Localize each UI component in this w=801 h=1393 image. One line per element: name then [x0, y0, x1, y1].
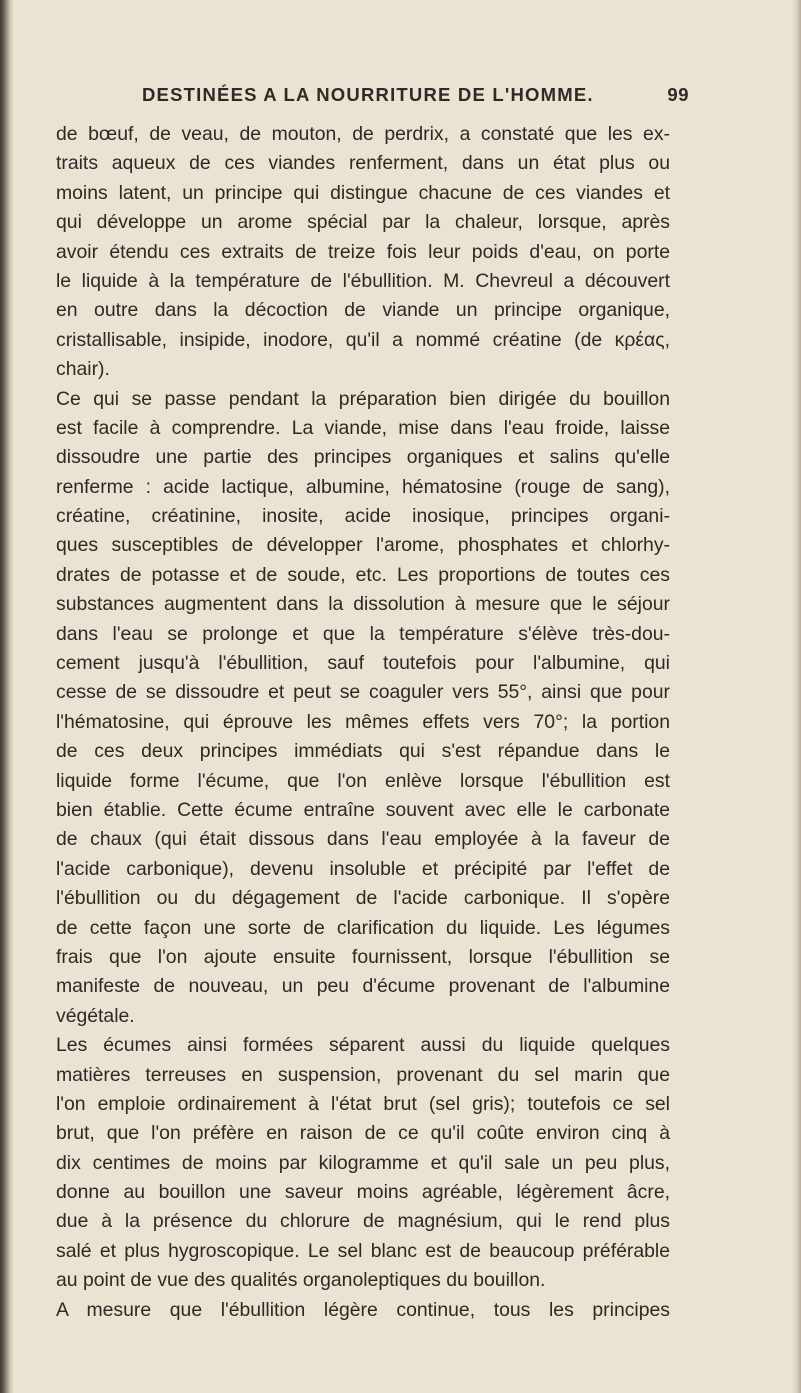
text-line: frais que l'on ajoute ensuite fournissent, lorsque l'ébullition se: [56, 945, 670, 968]
text-line: créatine, créatinine, inosite, acide inosique, principes organi-: [56, 505, 670, 528]
text-line: ques susceptibles de développer l'arome, phosphates et chlorhy-: [56, 534, 670, 557]
text-line: de chaux (qui était dissous dans l'eau employée à la faveur de: [56, 828, 670, 851]
text-line: l'ébullition ou du dégagement de l'acide carbonique. Il s'opère: [56, 887, 670, 910]
text-line: liquide forme l'écume, que l'on enlève lorsque l'ébullition est: [56, 769, 670, 792]
text-line: le liquide à la température de l'ébullition. M. Chevreul a découvert: [56, 269, 670, 292]
text-line: l'on emploie ordinairement à l'état brut (sel gris); toutefois ce sel: [56, 1092, 670, 1115]
text-line: substances augmentent dans la dissolution à mesure que le séjour: [56, 593, 670, 616]
text-line: végétale.: [56, 1004, 135, 1027]
text-line: l'hématosine, qui éprouve les mêmes effets vers 70°; la portion: [56, 710, 670, 733]
text-line: traits aqueux de ces viandes renferment, dans un état plus ou: [56, 152, 670, 175]
text-line: cesse de se dissoudre et peut se coaguler vers 55°, ainsi que pour: [56, 681, 670, 704]
text-line: est facile à comprendre. La viande, mise dans l'eau froide, laisse: [56, 416, 670, 439]
running-title: DESTINÉES A LA NOURRITURE DE L'HOMME.: [142, 84, 594, 105]
text-line: de cette façon une sorte de clarification du liquide. Les légumes: [56, 916, 670, 939]
text-line: de ces deux principes immédiats qui s'est répandue dans le: [56, 740, 670, 763]
page-gutter-shadow: [0, 0, 14, 1393]
page-edge-shadow: [791, 0, 801, 1393]
text-line: salé et plus hygroscopique. Le sel blanc est de beaucoup préférable: [56, 1239, 670, 1262]
text-line: dissoudre une partie des principes organiques et salins qu'elle: [56, 446, 670, 469]
paragraph-start-line: Ce qui se passe pendant la préparation bien dirigée du bouillon: [56, 387, 670, 410]
text-line: donne au bouillon une saveur moins agréable, légèrement âcre,: [56, 1181, 670, 1204]
text-line: cristallisable, insipide, inodore, qu'il a nommé créatine (de κρέας,: [56, 328, 670, 351]
page-header: [52, 84, 689, 112]
text-line: matières terreuses en suspension, provenant du sel marin que: [56, 1063, 670, 1086]
paragraph-start-line: A mesure que l'ébullition légère continue, tous les principes: [56, 1298, 670, 1321]
paragraph-start-line: Les écumes ainsi formées séparent aussi du liquide quelques: [56, 1034, 670, 1057]
text-line: au point de vue des qualités organoleptiques du bouillon.: [56, 1269, 546, 1292]
text-line: qui développe un arome spécial par la chaleur, lorsque, après: [56, 211, 670, 234]
text-line: manifeste de nouveau, un peu d'écume provenant de l'albumine: [56, 975, 670, 998]
text-line: due à la présence du chlorure de magnésium, qui le rend plus: [56, 1210, 670, 1233]
text-line: moins latent, un principe qui distingue chacune de ces viandes et: [56, 181, 670, 204]
text-line: brut, que l'on préfère en raison de ce qu'il coûte environ cinq à: [56, 1122, 670, 1145]
text-line: en outre dans la décoction de viande un principe organique,: [56, 299, 670, 322]
text-line: cement jusqu'à l'ébullition, sauf toutefois pour l'albumine, qui: [56, 652, 670, 675]
page-number: 99: [667, 84, 689, 105]
text-line: bien établie. Cette écume entraîne souvent avec elle le carbonate: [56, 798, 670, 821]
text-line: l'acide carbonique), devenu insoluble et précipité par l'effet de: [56, 857, 670, 880]
text-line: drates de potasse et de soude, etc. Les proportions de toutes ces: [56, 563, 670, 586]
text-line: avoir étendu ces extraits de treize fois leur poids d'eau, on porte: [56, 240, 670, 263]
text-line: dix centimes de moins par kilogramme et qu'il sale un peu plus,: [56, 1151, 670, 1174]
text-line: dans l'eau se prolonge et que la température s'élève très-dou-: [56, 622, 670, 645]
text-line: chair).: [56, 358, 110, 381]
body-text: [56, 120, 670, 1325]
text-line: de bœuf, de veau, de mouton, de perdrix, a constaté que les ex-: [56, 123, 670, 145]
text-line: renferme : acide lactique, albumine, hématosine (rouge de sang),: [56, 475, 670, 498]
